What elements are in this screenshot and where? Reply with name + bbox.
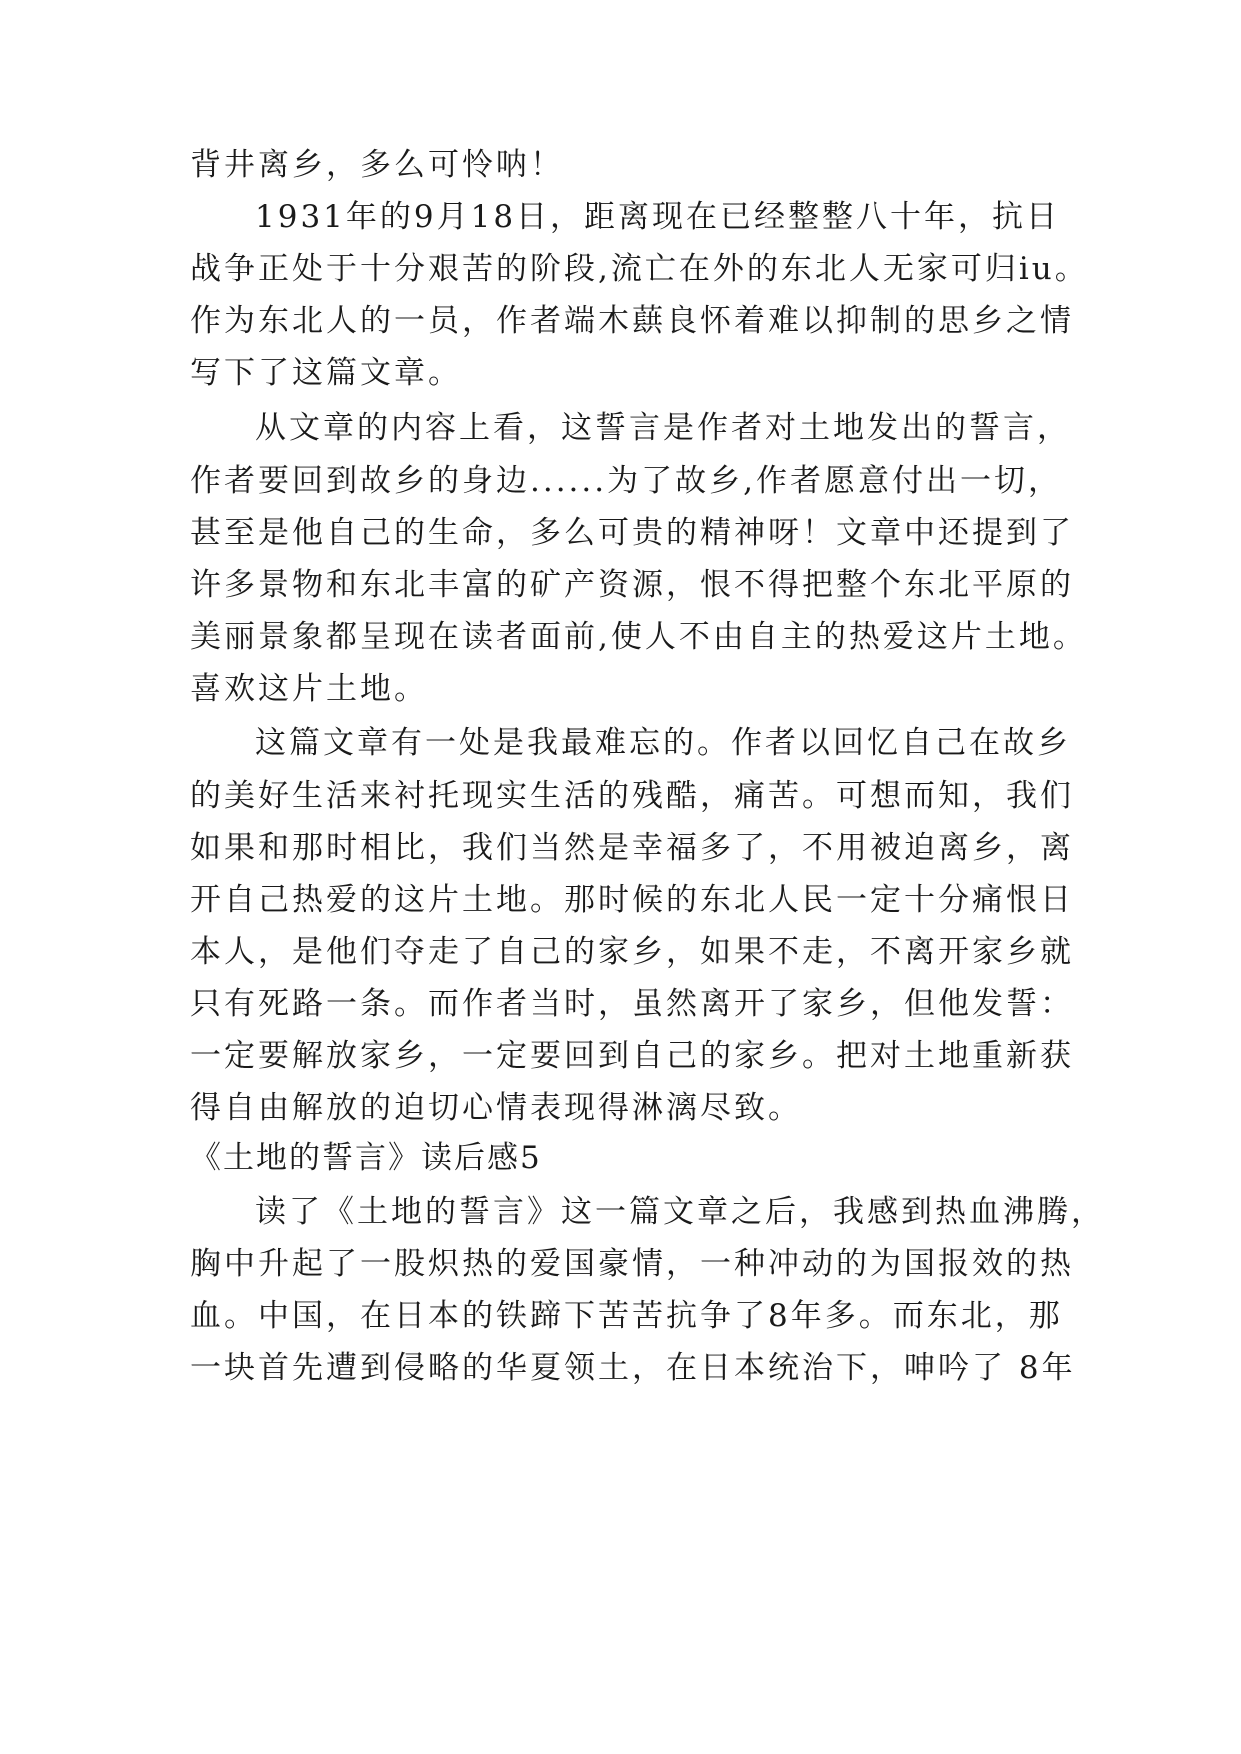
text-line: 美丽景象都呈现在读者面前,使人不由自主的热爱这片土地。 [190, 619, 1087, 655]
text-line: 一块首先遭到侵略的华夏领土，在日本统治下，呻吟了 8年 [190, 1350, 1076, 1386]
paragraph-first-line: 这篇文章有一处是我最难忘的。作者以回忆自己在故乡 [255, 725, 1071, 761]
text-line: 本人，是他们夺走了自己的家乡，如果不走，不离开家乡就 [190, 934, 1074, 970]
text-line: 一定要解放家乡，一定要回到自己的家乡。把对土地重新获 [190, 1038, 1074, 1074]
paragraph-first-line: 读了《土地的誓言》这一篇文章之后，我感到热血沸腾， [255, 1194, 1105, 1230]
paragraph-first-line: 从文章的内容上看，这誓言是作者对土地发出的誓言， [255, 410, 1071, 446]
paragraph-first-line: 1931年的9月18日，距离现在已经整整八十年，抗日 [255, 199, 1061, 235]
text-line: 许多景物和东北丰富的矿产资源，恨不得把整个东北平原的 [190, 567, 1074, 603]
text-line: 甚至是他自己的生命，多么可贵的精神呀！文章中还提到了 [190, 515, 1074, 551]
section-heading: 《土地的誓言》读后感5 [190, 1140, 542, 1176]
text-line: 开自己热爱的这片土地。那时候的东北人民一定十分痛恨日 [190, 882, 1074, 918]
text-line: 只有死路一条。而作者当时，虽然离开了家乡，但他发誓： [190, 986, 1074, 1022]
text-line: 战争正处于十分艰苦的阶段,流亡在外的东北人无家可归iu。 [190, 251, 1089, 287]
text-line: 写下了这篇文章。 [190, 355, 462, 391]
text-line: 的美好生活来衬托现实生活的残酷，痛苦。可想而知，我们 [190, 778, 1074, 814]
text-line: 如果和那时相比，我们当然是幸福多了，不用被迫离乡，离 [190, 830, 1074, 866]
text-line: 作者要回到故乡的身边......为了故乡,作者愿意付出一切， [190, 463, 1062, 499]
text-line: 胸中升起了一股炽热的爱国豪情，一种冲动的为国报效的热 [190, 1246, 1074, 1282]
text-line: 喜欢这片土地。 [190, 671, 428, 707]
text-line: 得自由解放的迫切心情表现得淋漓尽致。 [190, 1090, 802, 1126]
text-line: 背井离乡，多么可怜呐！ [190, 147, 564, 183]
text-line: 作为东北人的一员，作者端木蕻良怀着难以抑制的思乡之情 [190, 303, 1074, 339]
text-line: 血。中国，在日本的铁蹄下苦苦抗争了8年多。而东北，那 [190, 1298, 1063, 1334]
